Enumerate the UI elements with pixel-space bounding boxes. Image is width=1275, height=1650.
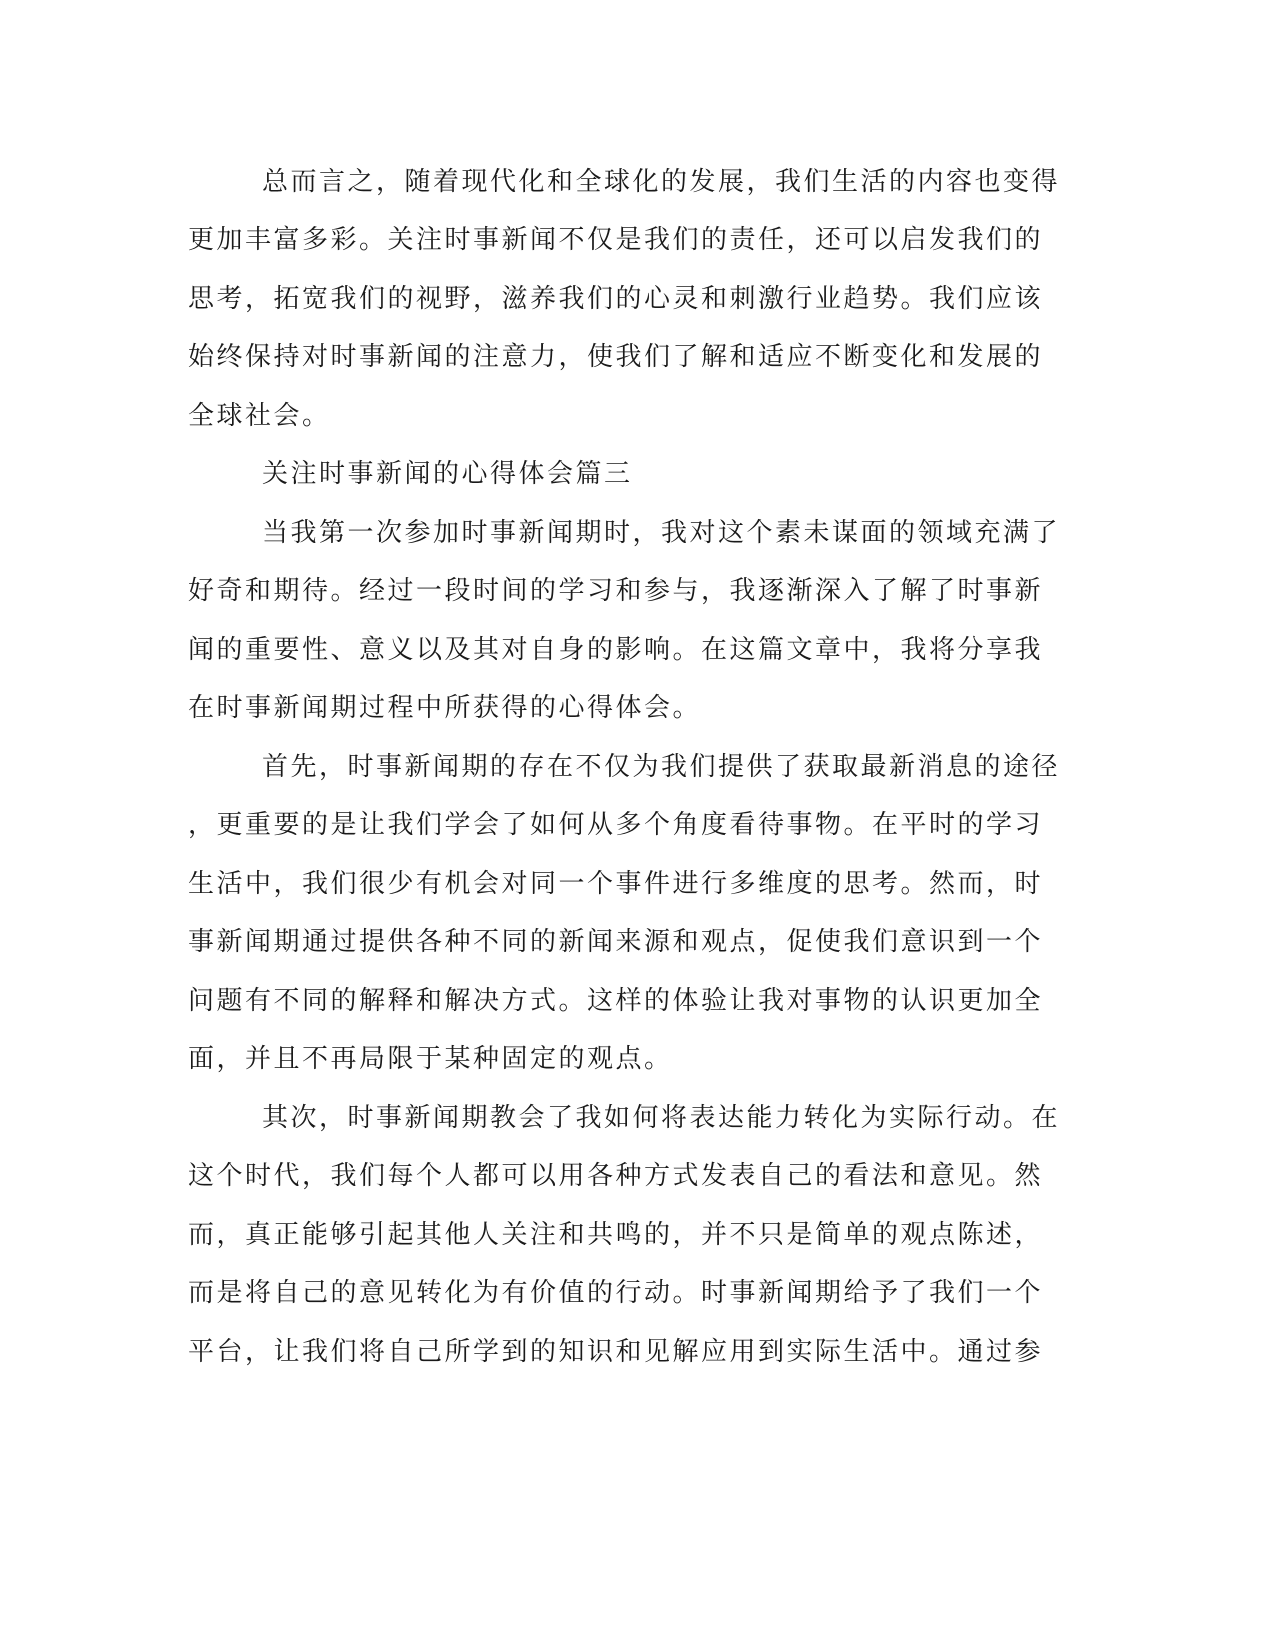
- paragraph-2-line-3: 闻的重要性、意义以及其对自身的影响。在这篇文章中，我将分享我: [188, 635, 1044, 665]
- paragraph-1-line-1: 总而言之，随着现代化和全球化的发展，我们生活的内容也变得: [262, 167, 1061, 197]
- paragraph-1-line-3: 思考，拓宽我们的视野，滋养我们的心灵和刺激行业趋势。我们应该: [188, 284, 1044, 314]
- paragraph-2-line-2: 好奇和期待。经过一段时间的学习和参与，我逐渐深入了解了时事新: [188, 576, 1044, 606]
- paragraph-4-line-1: 其次，时事新闻期教会了我如何将表达能力转化为实际行动。在: [262, 1103, 1061, 1133]
- paragraph-3-line-5: 问题有不同的解释和解决方式。这样的体验让我对事物的认识更加全: [188, 986, 1044, 1016]
- paragraph-3-line-4: 事新闻期通过提供各种不同的新闻来源和观点，促使我们意识到一个: [188, 927, 1044, 957]
- paragraph-1-line-2: 更加丰富多彩。关注时事新闻不仅是我们的责任，还可以启发我们的: [188, 225, 1044, 255]
- paragraph-3-line-3: 生活中，我们很少有机会对同一个事件进行多维度的思考。然而，时: [188, 869, 1044, 899]
- section-heading: 关注时事新闻的心得体会篇三: [262, 459, 633, 489]
- paragraph-4-line-5: 平台，让我们将自己所学到的知识和见解应用到实际生活中。通过参: [188, 1337, 1044, 1367]
- paragraph-3-line-2: ，更重要的是让我们学会了如何从多个角度看待事物。在平时的学习: [188, 810, 1044, 840]
- paragraph-4-line-4: 而是将自己的意见转化为有价值的行动。时事新闻期给予了我们一个: [188, 1278, 1044, 1308]
- paragraph-3-line-6: 面，并且不再局限于某种固定的观点。: [188, 1044, 673, 1074]
- paragraph-4-line-2: 这个时代，我们每个人都可以用各种方式发表自己的看法和意见。然: [188, 1161, 1044, 1191]
- paragraph-2-line-1: 当我第一次参加时事新闻期时，我对这个素未谋面的领域充满了: [262, 518, 1061, 548]
- paragraph-4-line-3: 而，真正能够引起其他人关注和共鸣的，并不只是简单的观点陈述，: [188, 1220, 1044, 1250]
- paragraph-1-line-4: 始终保持对时事新闻的注意力，使我们了解和适应不断变化和发展的: [188, 342, 1044, 372]
- paragraph-3-line-1: 首先，时事新闻期的存在不仅为我们提供了获取最新消息的途径: [262, 752, 1061, 782]
- paragraph-1-line-5: 全球社会。: [188, 401, 331, 431]
- paragraph-2-line-4: 在时事新闻期过程中所获得的心得体会。: [188, 693, 702, 723]
